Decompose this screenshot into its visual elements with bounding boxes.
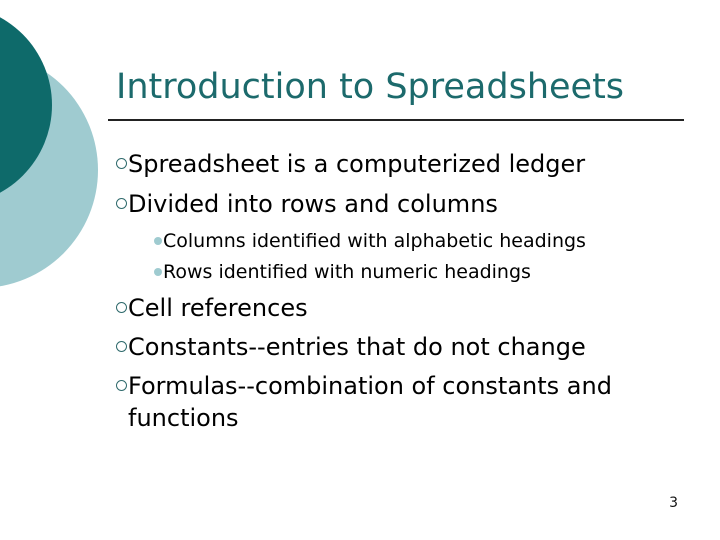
bullet-text: Divided into rows and columns — [128, 190, 498, 218]
bullet-text: Constants--entries that do not change — [128, 333, 586, 361]
page-number: 3 — [669, 495, 678, 511]
hollow-circle-bullet-icon — [116, 341, 127, 352]
filled-circle-bullet-icon — [154, 268, 162, 276]
hollow-circle-bullet-icon — [116, 198, 127, 209]
bullet-text: Formulas--combination of constants and — [128, 372, 612, 400]
bullet-text: Spreadsheet is a computerized ledger — [128, 150, 586, 178]
sub-bullet-text: Rows identified with numeric headings — [163, 261, 531, 283]
hollow-circle-bullet-icon — [116, 158, 127, 169]
title-underline — [108, 119, 684, 121]
hollow-circle-bullet-icon — [116, 380, 127, 391]
slide-title: Introduction to Spreadsheets — [116, 67, 625, 107]
filled-circle-bullet-icon — [154, 237, 162, 245]
bullet-text-continuation: functions — [128, 404, 239, 432]
sub-bullet-text: Columns identified with alphabetic headings — [163, 230, 586, 252]
decorative-circles — [0, 0, 120, 290]
hollow-circle-bullet-icon — [116, 302, 127, 313]
bullet-text: Cell references — [128, 294, 308, 322]
